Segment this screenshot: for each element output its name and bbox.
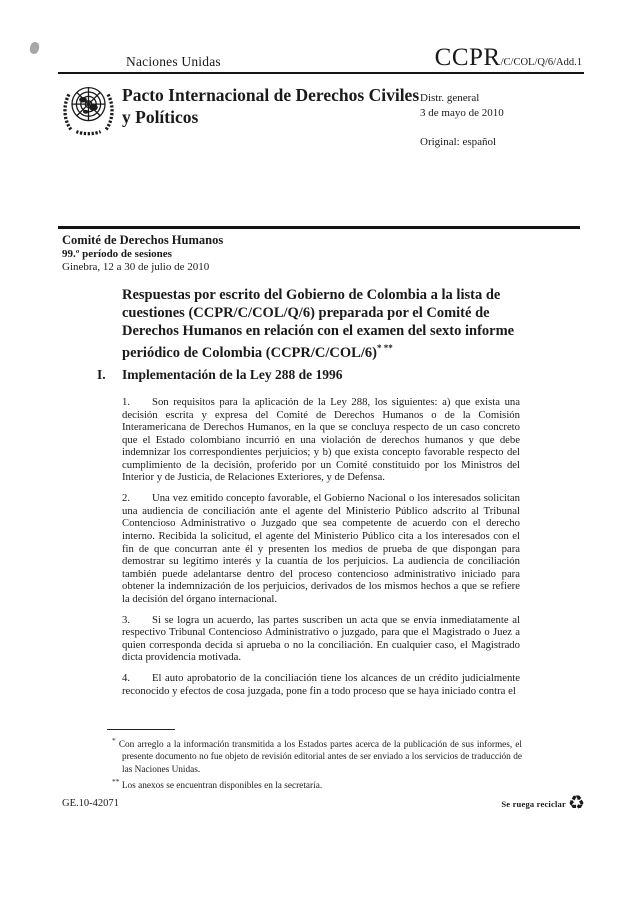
recycle-icon: ♻ <box>567 792 585 814</box>
footnotes <box>112 735 522 792</box>
footnote-2 <box>112 776 522 792</box>
footnote-1 <box>112 735 522 776</box>
paragraph-4-text: El auto aprobatorio de la conciliación tiene los alcances de un crédito judicialmente reconocido y efectos de cosa juzgada, pone fin a todo proceso que se haya iniciado contra el <box>122 672 520 697</box>
paragraph-2-number: 2. <box>122 492 131 505</box>
original-language: Original: español <box>420 136 497 148</box>
covenant-title: Pacto Internacional de Derechos Civiles y Políticos <box>122 85 420 127</box>
distribution-block <box>420 91 504 150</box>
committee-name: Comité de Derechos Humanos <box>62 233 224 247</box>
body-text <box>122 396 520 706</box>
header-rule <box>58 72 584 74</box>
paragraph-1 <box>122 396 520 484</box>
job-number: GE.10-42071 <box>62 798 119 809</box>
footnote-1-text: Con arreglo a la información transmitida a los Estados partes acerca de la publicación de sus informes, el presente documento no fue objeto de revisión editorial antes de ser enviado a los servicios de traducción de las Naciones Unidas. <box>118 740 522 775</box>
section-numeral: I. <box>97 367 106 382</box>
footnote-separator-rule <box>107 729 175 730</box>
paragraph-1-text: Son requisitos para la aplicación de la Ley 288, los siguientes: a) que exista una decisión escrita y expresa del Comité de Derechos Humanos o de la Comisión Interamericana de Derechos Humanos, en la que se concluya respecto de un caso concreto que el Estado colombiano incurrió en una violación de derechos humanos y que debe indemnizar los correspondientes perjuicios; y b) que exista concepto favorable respecto del cumplimiento de la decisión, proferido por un Comité constituido por los Ministros del Interior y de Justicia, de Relaciones Exteriores, y de Defensa. <box>122 396 520 484</box>
paragraph-2 <box>122 492 520 605</box>
scan-smudge-mark <box>29 41 41 55</box>
paragraph-3-number: 3. <box>122 613 131 626</box>
paragraph-4 <box>122 672 520 697</box>
document-title-text: Respuestas por escrito del Gobierno de Colombia a la lista de cuestiones (CCPR/C/COL/Q/6) preparada por el Comité de Derechos Humanos en relación con el examen del sexto informe periódico de Colombia (CCPR/C/COL/6) <box>122 287 515 362</box>
document-date: 3 de mayo de 2010 <box>420 107 504 119</box>
paragraph-1-number: 1. <box>122 396 131 408</box>
un-emblem-icon <box>61 81 116 136</box>
recycle-note-text: Se ruega reciclar <box>501 798 566 809</box>
document-symbol-main: CCPR <box>434 44 501 71</box>
footnote-1-marker: * <box>112 736 116 745</box>
paragraph-4-number: 4. <box>122 672 131 685</box>
paragraph-2-text: Una vez emitido concepto favorable, el Gobierno Nacional o los interesados solicitan una audiencia de conciliación ante el agente del Ministerio Público adscrito al Tribunal Contencioso Administrativo o Juzgado que sea competente de acuerdo con el derecho interno. Recibida la solicitud, el agente del Ministerio Público cita a los interesados con el fin de que concurran ante él y presenten los medios de prueba de que dispongan para demostrar su legítimo interés y la cuantía de los perjuicios. La audiencia de conciliación también puede adelantarse dentro del proceso contencioso administrativo iniciado para obtener la indemnización de los perjuicios, derivados de los mismos hechos a que se refiere la decisión del órgano internacional. <box>122 492 520 605</box>
org-name: Naciones Unidas <box>126 54 221 69</box>
recycle-note <box>501 794 585 813</box>
paragraph-3 <box>122 614 520 664</box>
section-heading-text: Implementación de la Ley 288 de 1996 <box>122 367 343 382</box>
footnote-2-text: Los anexos se encuentran disponibles en la secretaría. <box>121 781 323 792</box>
document-symbol-suffix: /C/COL/Q/6/Add.1 <box>500 57 582 68</box>
distribution-type: Distr. general <box>420 92 480 104</box>
footnote-2-marker: ** <box>112 776 120 786</box>
document-title <box>122 287 534 363</box>
session-rule <box>58 226 580 229</box>
session-venue-dates: Ginebra, 12 a 30 de julio de 2010 <box>62 261 210 273</box>
section-heading <box>97 367 343 383</box>
title-footnote-markers: * ** <box>376 343 393 354</box>
session-number: 99.º período de sesiones <box>62 248 172 260</box>
paragraph-3-text: Si se logra un acuerdo, las partes suscriben un acta que se envía inmediatamente al respectivo Tribunal Contencioso Administrativo o juzgado, para que el Magistrado o Juez a quien corresponda decida si aprueba o no la conciliación. En cualquier caso, el Magistrado dicta providencia motivada. <box>122 613 520 664</box>
document-symbol <box>435 44 582 72</box>
